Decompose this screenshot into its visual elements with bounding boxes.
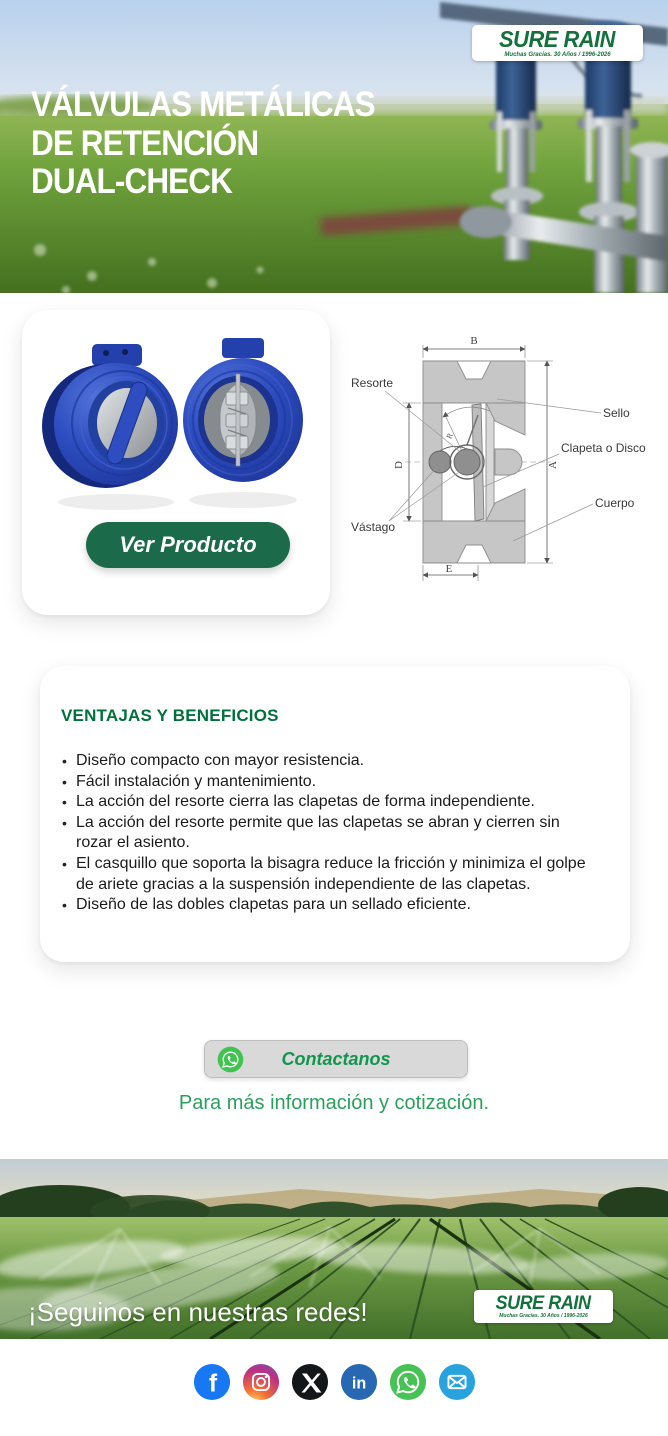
- valve-technical-diagram: [345, 325, 665, 595]
- benefit-item: • Fácil instalación y mantenimiento.: [61, 772, 600, 793]
- benefits-heading: VENTAJAS Y BENEFICIOS: [61, 706, 279, 725]
- contactanos-label: Contactanos: [281, 1048, 391, 1069]
- diagram-label-sello: Sello: [603, 406, 630, 420]
- diagram-label-clapeta: Clapeta o Disco: [561, 441, 646, 455]
- svg-text:in: in: [351, 1374, 366, 1393]
- svg-text:f: f: [208, 1370, 217, 1398]
- email-icon: [438, 1363, 476, 1401]
- diagram-dim-e: E: [445, 563, 453, 575]
- title-line-1: VÁLVULAS METÁLICAS: [31, 85, 375, 124]
- footer-photo-section: [0, 1159, 668, 1339]
- title-line-3: DUAL-CHECK: [31, 162, 232, 201]
- benefits-card: [40, 666, 630, 962]
- social-instagram[interactable]: [242, 1363, 280, 1401]
- whatsapp-icon: [217, 1046, 244, 1073]
- diagram-label-resorte: Resorte: [351, 376, 394, 390]
- diagram-dim-r: R: [444, 431, 455, 441]
- brand-logo-badge: [472, 25, 643, 61]
- benefit-item: • Diseño compacto con mayor resistencia.: [61, 751, 600, 772]
- benefit-item: • La acción del resorte permite que las clapetas se abran y cierren sin rozar el asiento.: [61, 813, 600, 854]
- benefit-item: • El casquillo que soporta la bisagra reduce la fricción y minimiza el golpe de ariete gracias a la suspensión independiente de las clapetas.: [61, 854, 600, 895]
- instagram-icon: [242, 1363, 280, 1401]
- whatsapp-icon: [389, 1363, 427, 1401]
- brand-tagline: Muchas Gracias. 30 Años / 1996-2026: [499, 1313, 588, 1319]
- page-title: [31, 86, 375, 202]
- brand-logo-badge-footer: [474, 1290, 613, 1323]
- title-line-2: DE RETENCIÓN: [31, 123, 259, 163]
- benefits-list: [61, 751, 600, 916]
- brand-logo-text: SURE RAIN: [495, 1293, 591, 1314]
- social-email[interactable]: [438, 1363, 476, 1401]
- benefit-item: • La acción del resorte cierra las clapetas de forma independiente.: [61, 792, 600, 813]
- social-links-row: [0, 1363, 668, 1401]
- footer-headline: ¡Seguinos en nuestras redes!: [28, 1297, 368, 1327]
- social-x-twitter[interactable]: [291, 1363, 329, 1401]
- social-linkedin[interactable]: [340, 1363, 378, 1401]
- linkedin-icon: [340, 1363, 378, 1401]
- contactanos-button[interactable]: [204, 1040, 468, 1078]
- diagram-dim-d: D: [393, 461, 405, 469]
- diagram-dim-a: A: [547, 461, 559, 469]
- valve-photo-right: [183, 338, 303, 508]
- brand-logo-text: SURE RAIN: [499, 26, 616, 52]
- valve-product-image: [30, 330, 322, 518]
- hero-section: [0, 0, 668, 293]
- brand-tagline: Muchas Gracias. 30 Años / 1996-2026: [504, 52, 611, 58]
- x-icon: [291, 1363, 329, 1401]
- diagram-label-vastago: Vástago: [351, 520, 396, 534]
- diagram-dim-b: B: [470, 335, 478, 347]
- social-facebook[interactable]: [193, 1363, 231, 1401]
- social-whatsapp[interactable]: [389, 1363, 427, 1401]
- product-card: [22, 310, 330, 615]
- valve-photo-left: [42, 344, 178, 510]
- benefit-item: • Diseño de las dobles clapetas para un sellado eficiente.: [61, 895, 600, 916]
- diagram-label-cuerpo: Cuerpo: [595, 496, 635, 510]
- ver-producto-button[interactable]: Ver Producto: [86, 522, 290, 568]
- facebook-icon: [193, 1363, 231, 1401]
- contact-note: Para más información y cotización.: [178, 1092, 490, 1114]
